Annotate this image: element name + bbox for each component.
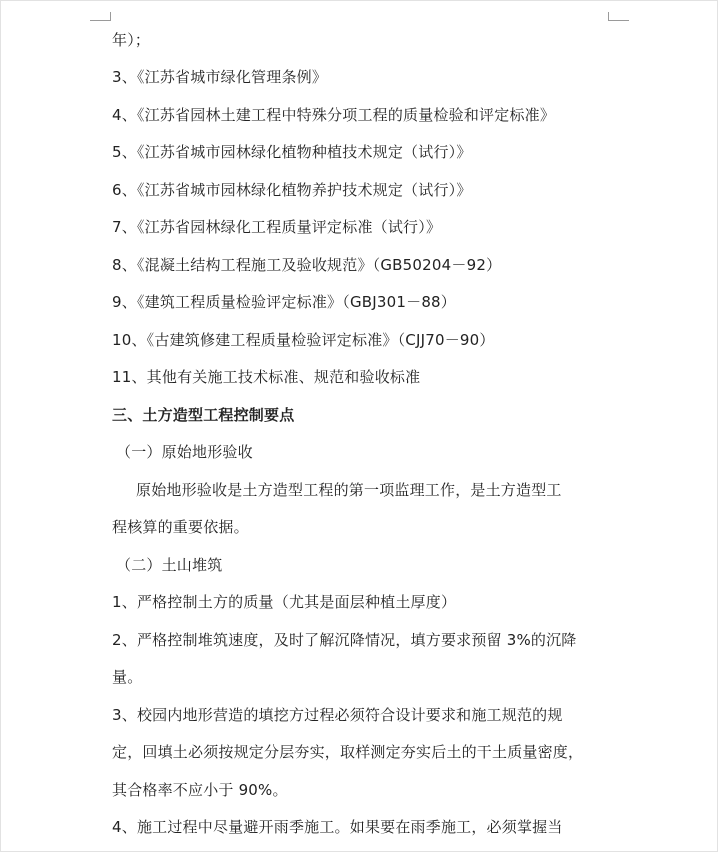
- list-item: 9、《建筑工程质量检验评定标准》（GBJ301－88）: [112, 293, 457, 311]
- subsection-heading: （二）土山堆筑: [116, 556, 223, 574]
- crop-mark-top-left: [90, 12, 111, 21]
- subsection-heading: （一）原始地形验收: [116, 443, 253, 461]
- paragraph-line: 程核算的重要依据。: [112, 518, 249, 536]
- list-item-continuation: 定，回填土必须按规定分层夯实，取样测定夯实后土的干土质量密度，: [112, 743, 584, 761]
- list-item: 2、严格控制堆筑速度，及时了解沉降情况，填方要求预留 3%的沉降: [112, 631, 577, 649]
- section-heading: 三、土方造型工程控制要点: [112, 406, 295, 424]
- list-item: 3、《江苏省城市绿化管理条例》: [112, 68, 328, 86]
- list-item-continuation: 量。: [112, 668, 143, 686]
- list-item: 5、《江苏省城市园林绿化植物种植技术规定（试行）》: [112, 143, 472, 161]
- list-item: 4、《江苏省园林土建工程中特殊分项工程的质量检验和评定标准》: [112, 106, 556, 124]
- list-item: 6、《江苏省城市园林绿化植物养护技术规定（试行）》: [112, 181, 472, 199]
- list-item: 10、《古建筑修建工程质量检验评定标准》（CJJ70－90）: [112, 331, 495, 349]
- paragraph-line: 原始地形验收是土方造型工程的第一项监理工作，是土方造型工: [136, 481, 562, 499]
- list-item-continuation: 其合格率不应小于 90%。: [112, 781, 288, 799]
- crop-mark-top-right: [608, 12, 629, 21]
- list-item: 4、施工过程中尽量避开雨季施工。如果要在雨季施工，必须掌握当: [112, 818, 563, 836]
- list-item: 7、《江苏省园林绿化工程质量评定标准（试行）》: [112, 218, 442, 236]
- list-item: 3、校园内地形营造的填挖方过程必须符合设计要求和施工规范的规: [112, 706, 563, 724]
- list-item: 1、严格控制土方的质量（尤其是面层种植土厚度）: [112, 593, 457, 611]
- list-item: 11、其他有关施工技术标准、规范和验收标准: [112, 368, 421, 386]
- list-item: 8、《混凝土结构工程施工及验收规范》（GB50204－92）: [112, 256, 502, 274]
- text-line: 年）；: [112, 31, 151, 49]
